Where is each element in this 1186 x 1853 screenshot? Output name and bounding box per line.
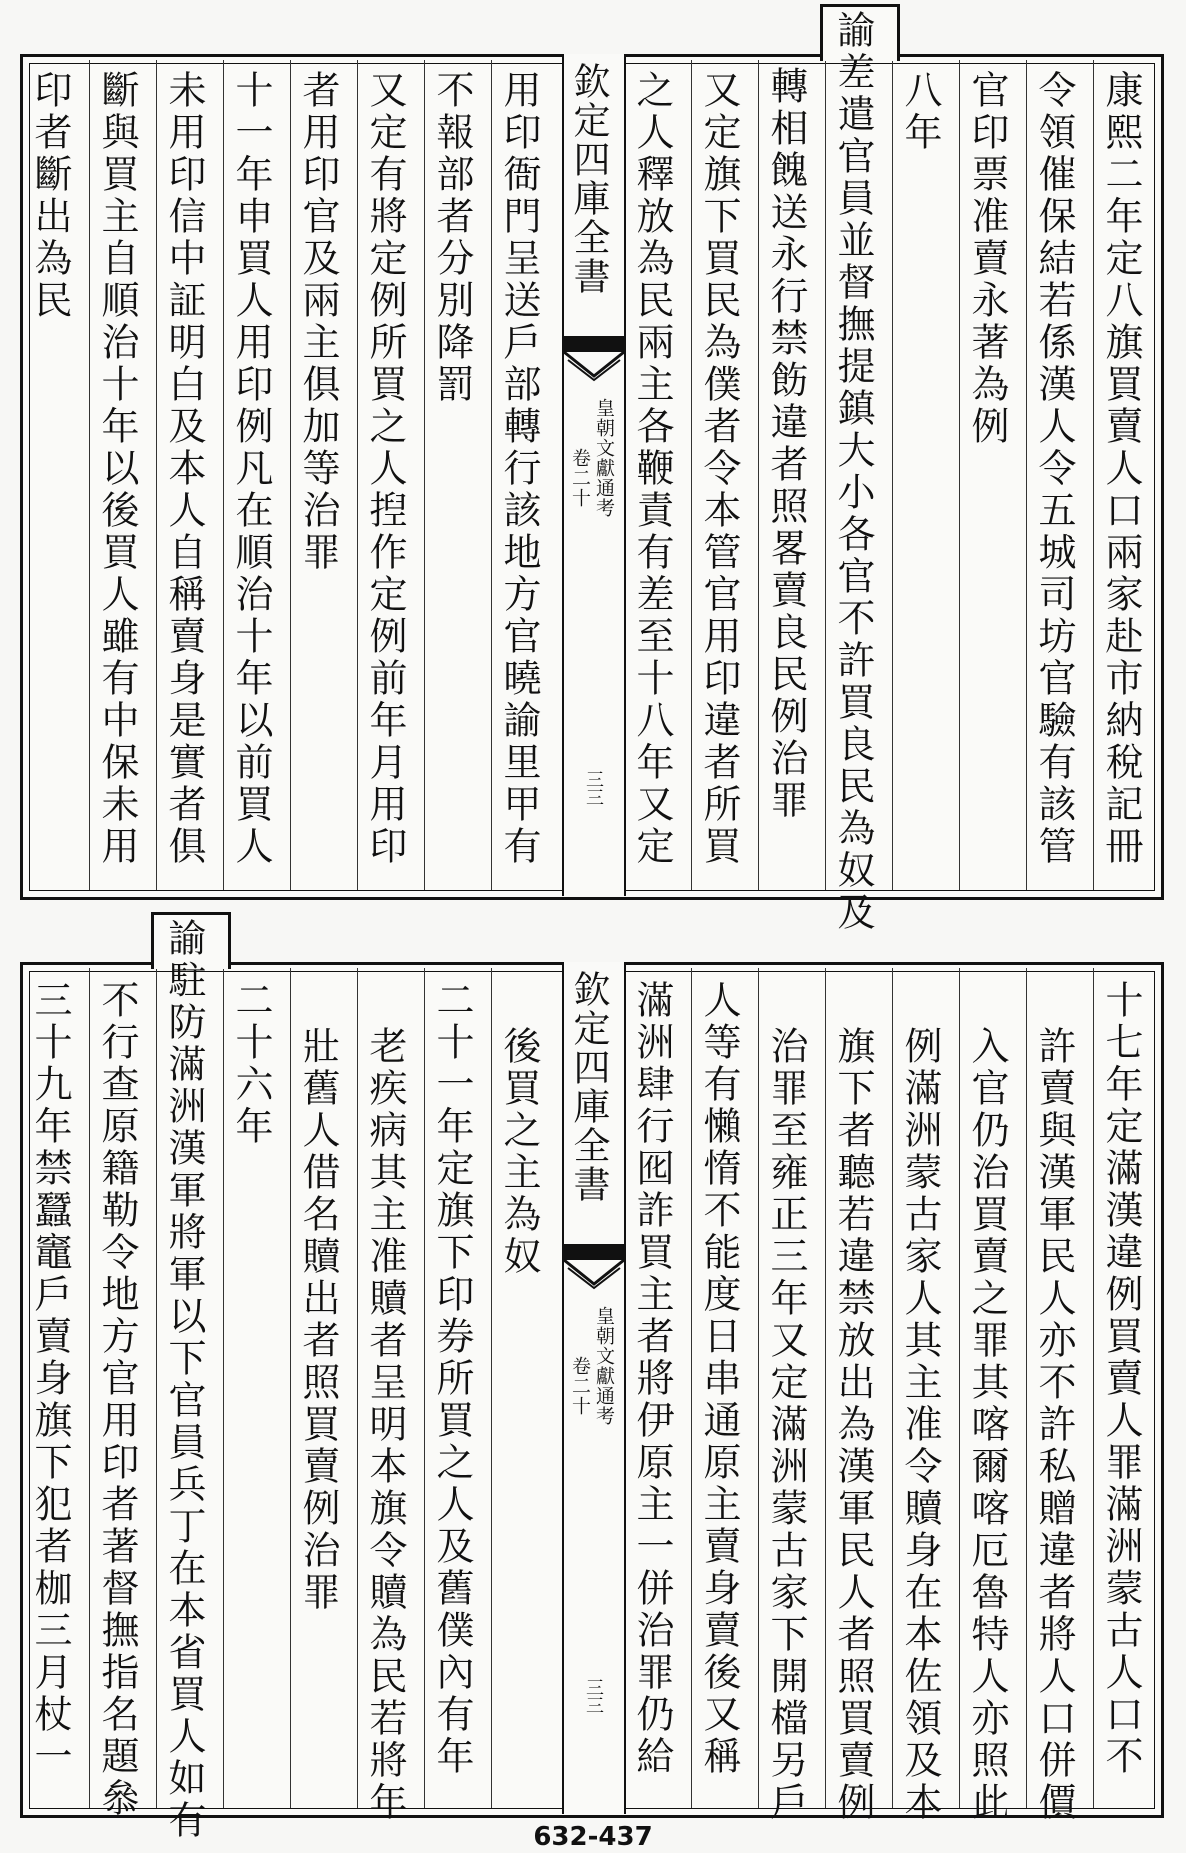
text-column: 用印衙門呈送戶部轉行該地方官曉諭里甲有 [497,70,541,868]
column-rule [1026,968,1027,1808]
column-rule [959,968,960,1808]
text-column: 壯舊人借名贖出者照買賣例治罪 [296,1026,340,1614]
text-column: 官印票准賣永著為例 [965,70,1009,448]
text-column: 又定有將定例所買之人揑作定例前年月用印 [363,70,407,868]
center-title: 欽定四庫全書 [567,970,610,1204]
center-fold [562,54,626,896]
text-column: 十七年定滿漢違例買賣人罪滿洲蒙古人口不 [1099,980,1143,1778]
center-page-number: 三三 [583,770,604,806]
text-column: 不報部者分別降罰 [430,70,474,406]
column-rule [290,60,291,890]
text-column: 八年 [898,70,942,154]
column-rule [424,60,425,890]
center-title: 欽定四庫全書 [567,62,610,296]
column-rule [156,60,157,890]
text-column: 後買之主為奴 [497,1026,541,1278]
text-column: 諭差遣官員並督撫提鎮大小各官不許買良民為奴及 [831,10,875,934]
column-rule [691,968,692,1808]
center-volume: 卷二十 [569,1356,591,1416]
text-column: 人等有懶惰不能度日串通原主賣身賣後又稱 [697,980,741,1778]
column-rule [223,968,224,1808]
center-fold [562,962,626,1814]
text-column: 許賣與漢軍民人亦不許私贈違者將人口併價 [1032,1026,1076,1824]
text-column: 例滿洲蒙古家人其主准令贖身在本佐領及本 [898,1026,942,1824]
column-rule [424,968,425,1808]
column-rule [825,60,826,890]
text-column: 不行查原籍勒令地方官用印者著督撫指名題叅 [95,980,139,1820]
column-rule [892,968,893,1808]
text-column: 入官仍治買賣之罪其喀爾喀厄魯特人亦照此 [965,1026,1009,1824]
text-column: 康熙二年定八旗買賣人口兩家赴市納稅記冊 [1099,70,1143,868]
center-volume: 卷二十 [569,448,591,508]
column-rule [290,968,291,1808]
text-column: 二十一年定旗下印券所買之人及舊僕內有年 [430,980,474,1778]
center-book-title: 皇朝文獻通考 [593,1306,615,1426]
column-rule [691,60,692,890]
center-book-title: 皇朝文獻通考 [593,398,615,518]
fishtail-mark [564,1244,624,1290]
column-rule [156,968,157,1808]
text-column: 二十六年 [229,980,273,1148]
text-column: 老疾病其主准贖者呈明本旗令贖為民若將年 [363,1026,407,1824]
text-column: 之人釋放為民兩主各鞭責有差至十八年又定 [630,70,674,868]
text-column: 轉相餽送永行禁飭違者照畧賣良民例治罪 [764,66,808,822]
text-column: 斷與買主自順治十年以後買人雖有中保未用 [95,70,139,868]
column-rule [758,60,759,890]
column-rule [357,968,358,1808]
text-column: 印者斷出為民 [28,70,72,322]
fishtail-mark [564,336,624,382]
center-page-number: 三三 [583,1678,604,1714]
column-rule [491,968,492,1808]
text-column: 又定旗下買民為僕者令本管官用印違者所買 [697,70,741,868]
text-column: 治罪至雍正三年又定滿洲蒙古家下開檔另戶 [764,1026,808,1824]
column-rule [825,968,826,1808]
text-column: 滿洲肆行囮詐買主者將伊原主一併治罪仍給 [630,980,674,1778]
column-rule [89,968,90,1808]
column-rule [758,968,759,1808]
text-column: 令領催保結若係漢人令五城司坊官驗有該管 [1032,70,1076,868]
column-rule [892,60,893,890]
text-column: 三十九年禁蠶竈戶賣身旗下犯者枷三月杖一 [28,980,72,1778]
column-rule [223,60,224,890]
column-rule [1093,968,1094,1808]
text-column: 十一年申買人用印例凡在順治十年以前買人 [229,70,273,868]
text-column: 者用印官及兩主俱加等治罪 [296,70,340,574]
text-column: 諭駐防滿洲漢軍將軍以下官員兵丁在本省買人如有 [162,918,206,1842]
column-rule [1093,60,1094,890]
text-column: 旗下者聽若違禁放出為漢軍民人者照買賣例 [831,1026,875,1824]
page-footer-number: 632-437 [533,1822,653,1852]
column-rule [491,60,492,890]
column-rule [357,60,358,890]
column-rule [1026,60,1027,890]
column-rule [89,60,90,890]
text-column: 未用印信中証明白及本人自稱賣身是實者俱 [162,70,206,868]
column-rule [959,60,960,890]
